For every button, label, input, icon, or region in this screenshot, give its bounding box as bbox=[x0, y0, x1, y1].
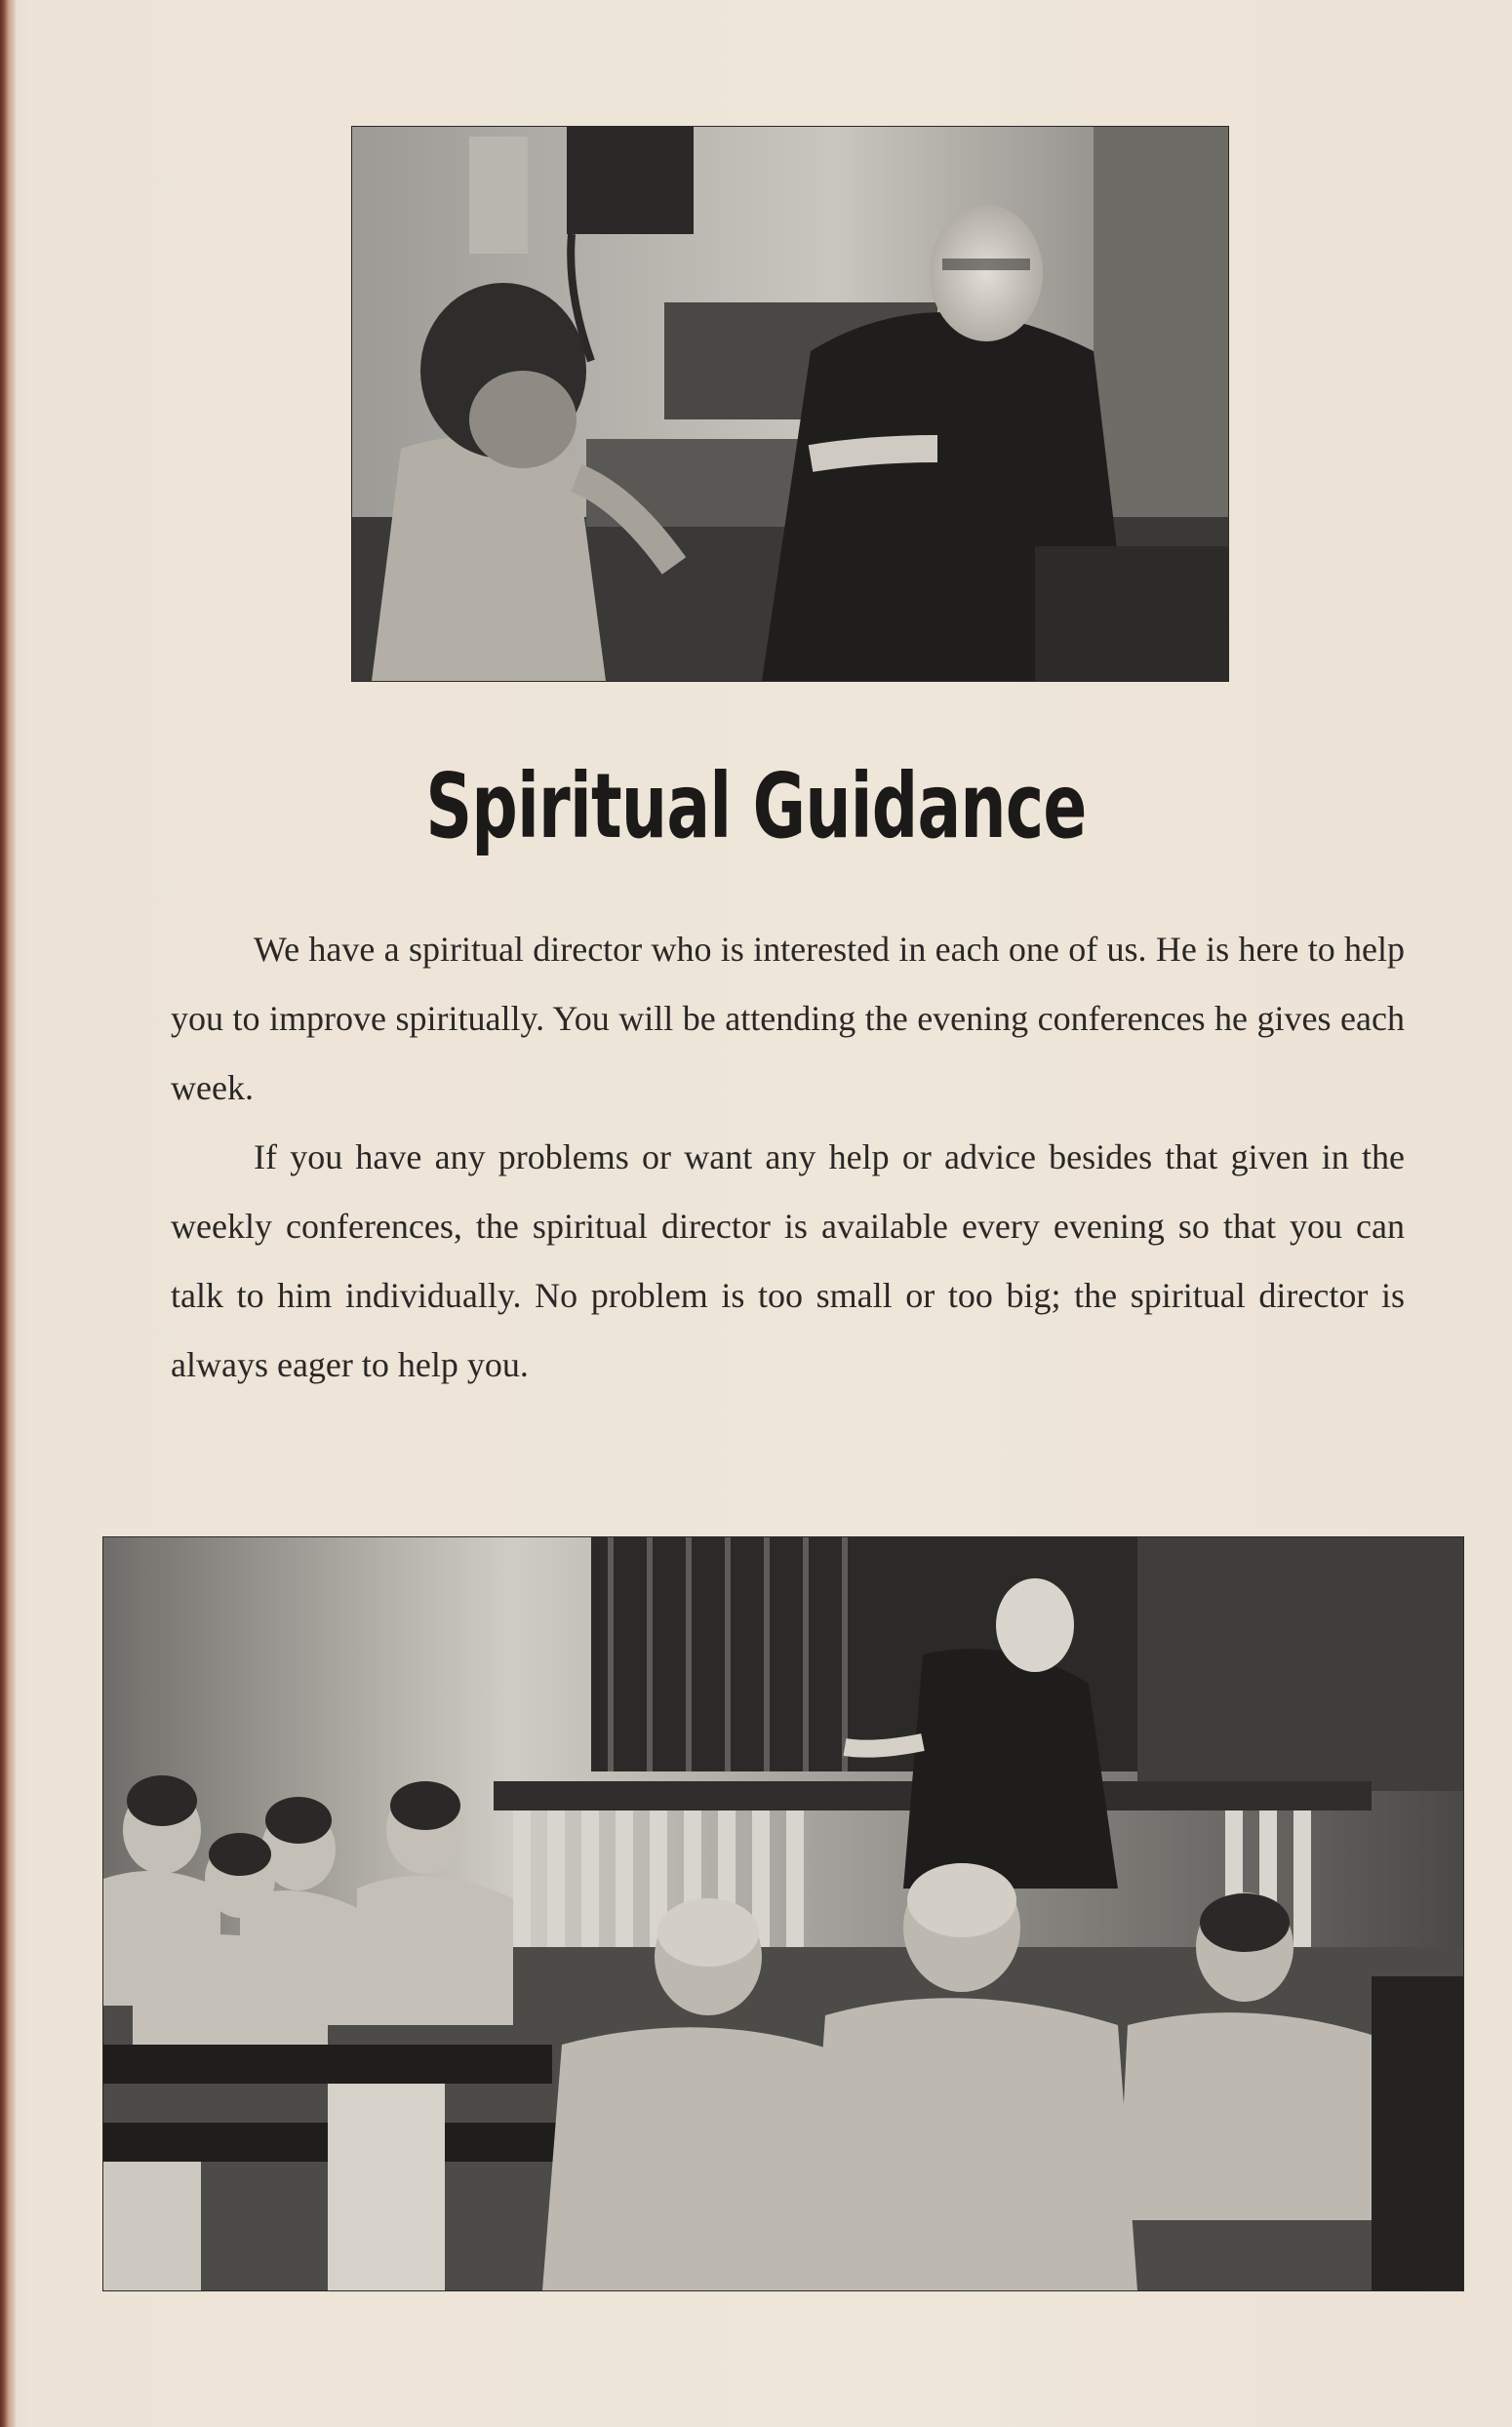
binding-edge bbox=[0, 0, 16, 2427]
section-heading: Spiritual Guidance bbox=[425, 754, 1087, 858]
paragraph-1: We have a spiritual director who is interested in each one of us. He is here to help you to improve spiritually. You will be attending the evening conferences he gives each week. bbox=[171, 930, 1405, 1107]
body-text bbox=[171, 915, 1405, 1400]
conference-photo bbox=[103, 1537, 1463, 2290]
paragraph-2: If you have any problems or want any help or advice besides that given in the weekly conferences, the spiritual director is available every evening so that you can talk to him individually. No problem is too small or too big; the spiritual director is always eager to help you. bbox=[171, 1137, 1405, 1384]
counseling-photo bbox=[352, 127, 1228, 681]
